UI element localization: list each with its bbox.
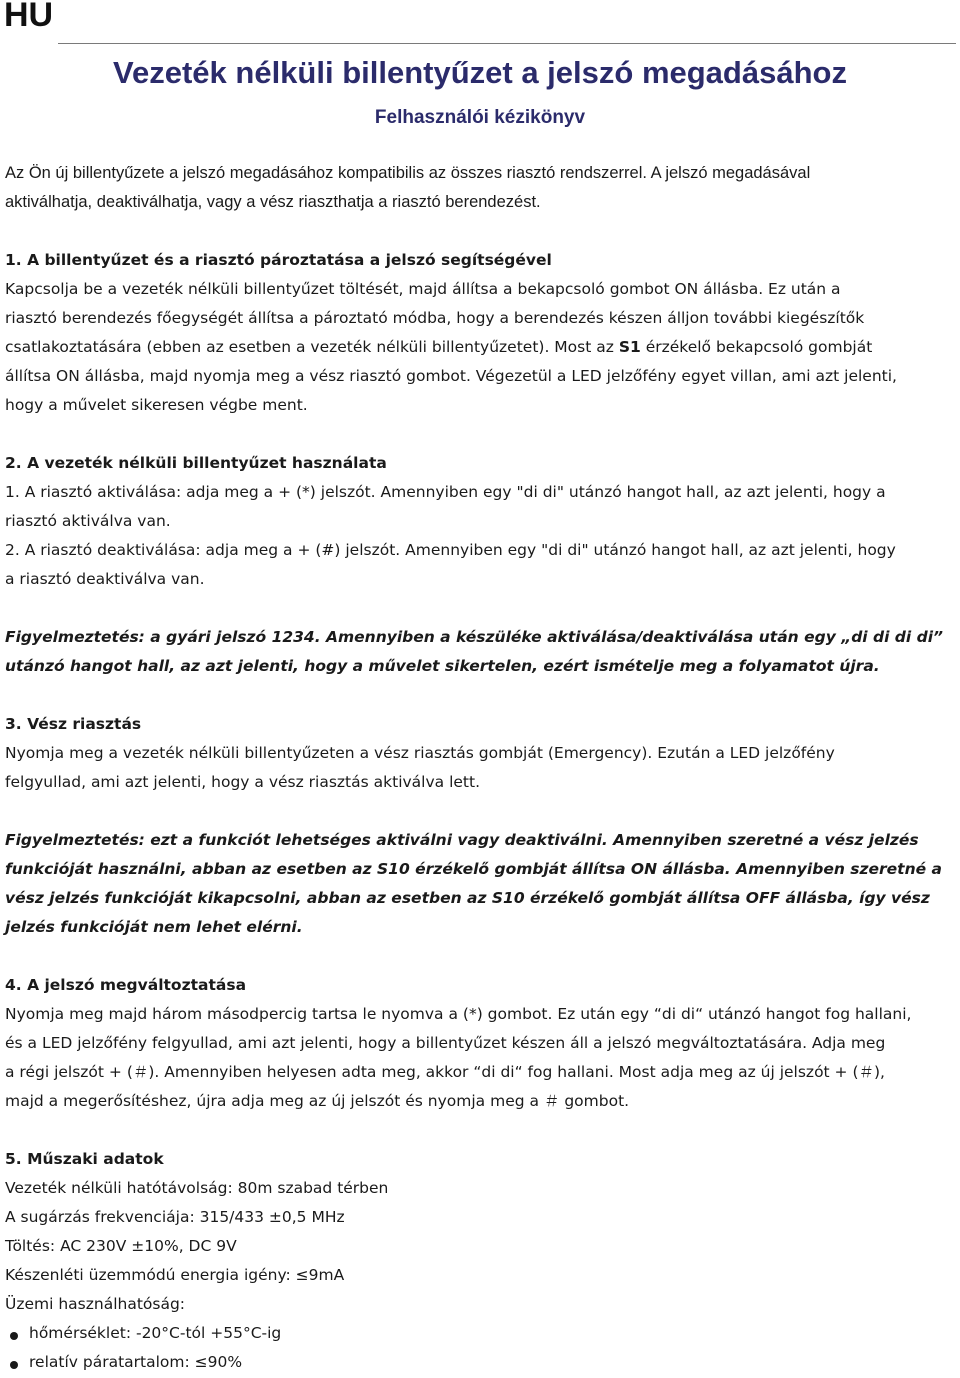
warning-2-line-4: jelzés funkcióját nem lehet elérni. <box>5 918 303 936</box>
section-1-line-3: csatlakoztatására (ebben az esetben a vezeték nélküli billentyűzetet). Most az S1 érzékelő bekapcsoló gombját <box>5 338 873 356</box>
bullet-icon <box>10 1332 18 1340</box>
manual-content <box>5 159 955 1377</box>
spec-operating-conditions: Üzemi használhatóság: <box>5 1295 186 1313</box>
warning-2-line-3: vész jelzés funkcióját kikapcsolni, abban az esetben az S10 érzékelő gombját állítsa OFF állásba, így vész <box>5 889 930 907</box>
section-3-line-2: felgyullad, ami azt jelenti, hogy a vész riasztás aktiválva lett. <box>5 773 480 791</box>
section-4-line-3: a régi jelszót + (＃). Amennyiben helyesen adta meg, akkor “di di“ fog hallani. Most adja meg az új jelszót + (＃), <box>5 1063 885 1081</box>
spec-frequency: A sugárzás frekvenciája: 315/433 ±0,5 MHz <box>5 1208 345 1226</box>
header-divider <box>58 43 956 44</box>
language-code: HU <box>4 0 54 34</box>
section-3-heading: 3. Vész riasztás <box>5 715 142 733</box>
section-3-line-1: Nyomja meg a vezeték nélküli billentyűzeten a vész riasztás gombját (Emergency). Ezután a LED jelzőfény <box>5 744 835 762</box>
section-5-heading: 5. Műszaki adatok <box>5 1150 164 1168</box>
section-1-line-5: hogy a művelet sikeresen végbe ment. <box>5 396 308 414</box>
bullet-icon <box>10 1361 18 1369</box>
section-4-line-1: Nyomja meg majd három másodpercig tartsa le nyomva a (*) gombot. Ez után egy “di di“ utánzó hangot fog hallani, <box>5 1005 912 1023</box>
section-2-line-2: riasztó aktiválva van. <box>5 512 171 530</box>
document-subtitle: Felhasználói kézikönyv <box>374 107 586 128</box>
section-4-line-2: és a LED jelzőfény felgyullad, ami azt jelenti, hogy a billentyűzet készen áll a jelszó megváltoztatására. Adja meg <box>5 1034 886 1052</box>
section-1-line-2: riasztó berendezés főegységét állítsa a pároztató módba, hogy a berendezés készen álljon további kiegészítők <box>5 309 865 327</box>
warning-2-line-2: funkcióját használni, abban az esetben az S10 érzékelő gombját állítsa ON állásba. Amennyiben szeretné a <box>5 860 942 878</box>
section-2-line-3: 2. A riasztó deaktiválása: adja meg a + (#) jelszót. Amennyiben egy "di di" utánzó hangot hall, az azt jelenti, hogy <box>5 541 896 559</box>
operating-conditions-list <box>5 1319 955 1377</box>
intro-line-2: aktiválhatja, deaktiválhatja, vagy a vész riaszthatja a riasztó berendezést. <box>5 193 541 211</box>
section-1-line-4: állítsa ON állásba, majd nyomja meg a vész riasztó gombot. Végezetül a LED jelzőfény egyet villan, ami azt jelenti, <box>5 367 897 385</box>
section-2-line-1: 1. A riasztó aktiválása: adja meg a + (*) jelszót. Amennyiben egy "di di" utánzó hangot hall, az azt jelenti, hogy a <box>5 483 886 501</box>
warning-1-line-1: Figyelmeztetés: a gyári jelszó 1234. Amennyiben a készüléke aktiválása/deaktiválása után egy „di di di di” <box>5 628 943 646</box>
section-2-heading: 2. A vezeték nélküli billentyűzet használata <box>5 454 387 472</box>
section-4-line-4: majd a megerősítéshez, újra adja meg az új jelszót és nyomja meg a ＃ gombot. <box>5 1092 630 1110</box>
intro-line-1: Az Ön új billentyűzete a jelszó megadásához kompatibilis az összes riasztó rendszerrel. A jelszó megadásával <box>5 164 811 182</box>
warning-1-line-2: utánzó hangot hall, az azt jelenti, hogy a művelet sikertelen, ezért ismételje meg a folyamatot újra. <box>5 657 880 675</box>
sensor-s1-label: S1 <box>618 338 641 356</box>
spec-range: Vezeték nélküli hatótávolság: 80m szabad térben <box>5 1179 389 1197</box>
list-item: relatív páratartalom: ≤90% <box>5 1348 955 1377</box>
list-item: hőmérséklet: -20°C-tól +55°C-ig <box>5 1319 955 1348</box>
section-1-line-1: Kapcsolja be a vezeték nélküli billentyűzet töltését, majd állítsa a bekapcsoló gombot ON állásba. Ez után a <box>5 280 841 298</box>
section-1-heading: 1. A billentyűzet és a riasztó pároztatása a jelszó segítségével <box>5 251 552 269</box>
spec-power: Töltés: AC 230V ±10%, DC 9V <box>5 1237 237 1255</box>
section-2-line-4: a riasztó deaktiválva van. <box>5 570 205 588</box>
document-title: Vezeték nélküli billentyűzet a jelszó megadásához <box>113 55 847 90</box>
warning-2-line-1: Figyelmeztetés: ezt a funkciót lehetséges aktiválni vagy deaktiválni. Amennyiben szeretné a vész jelzés <box>5 831 919 849</box>
spec-standby-current: Készenléti üzemmódú energia igény: ≤9mA <box>5 1266 345 1284</box>
section-4-heading: 4. A jelszó megváltoztatása <box>5 976 247 994</box>
